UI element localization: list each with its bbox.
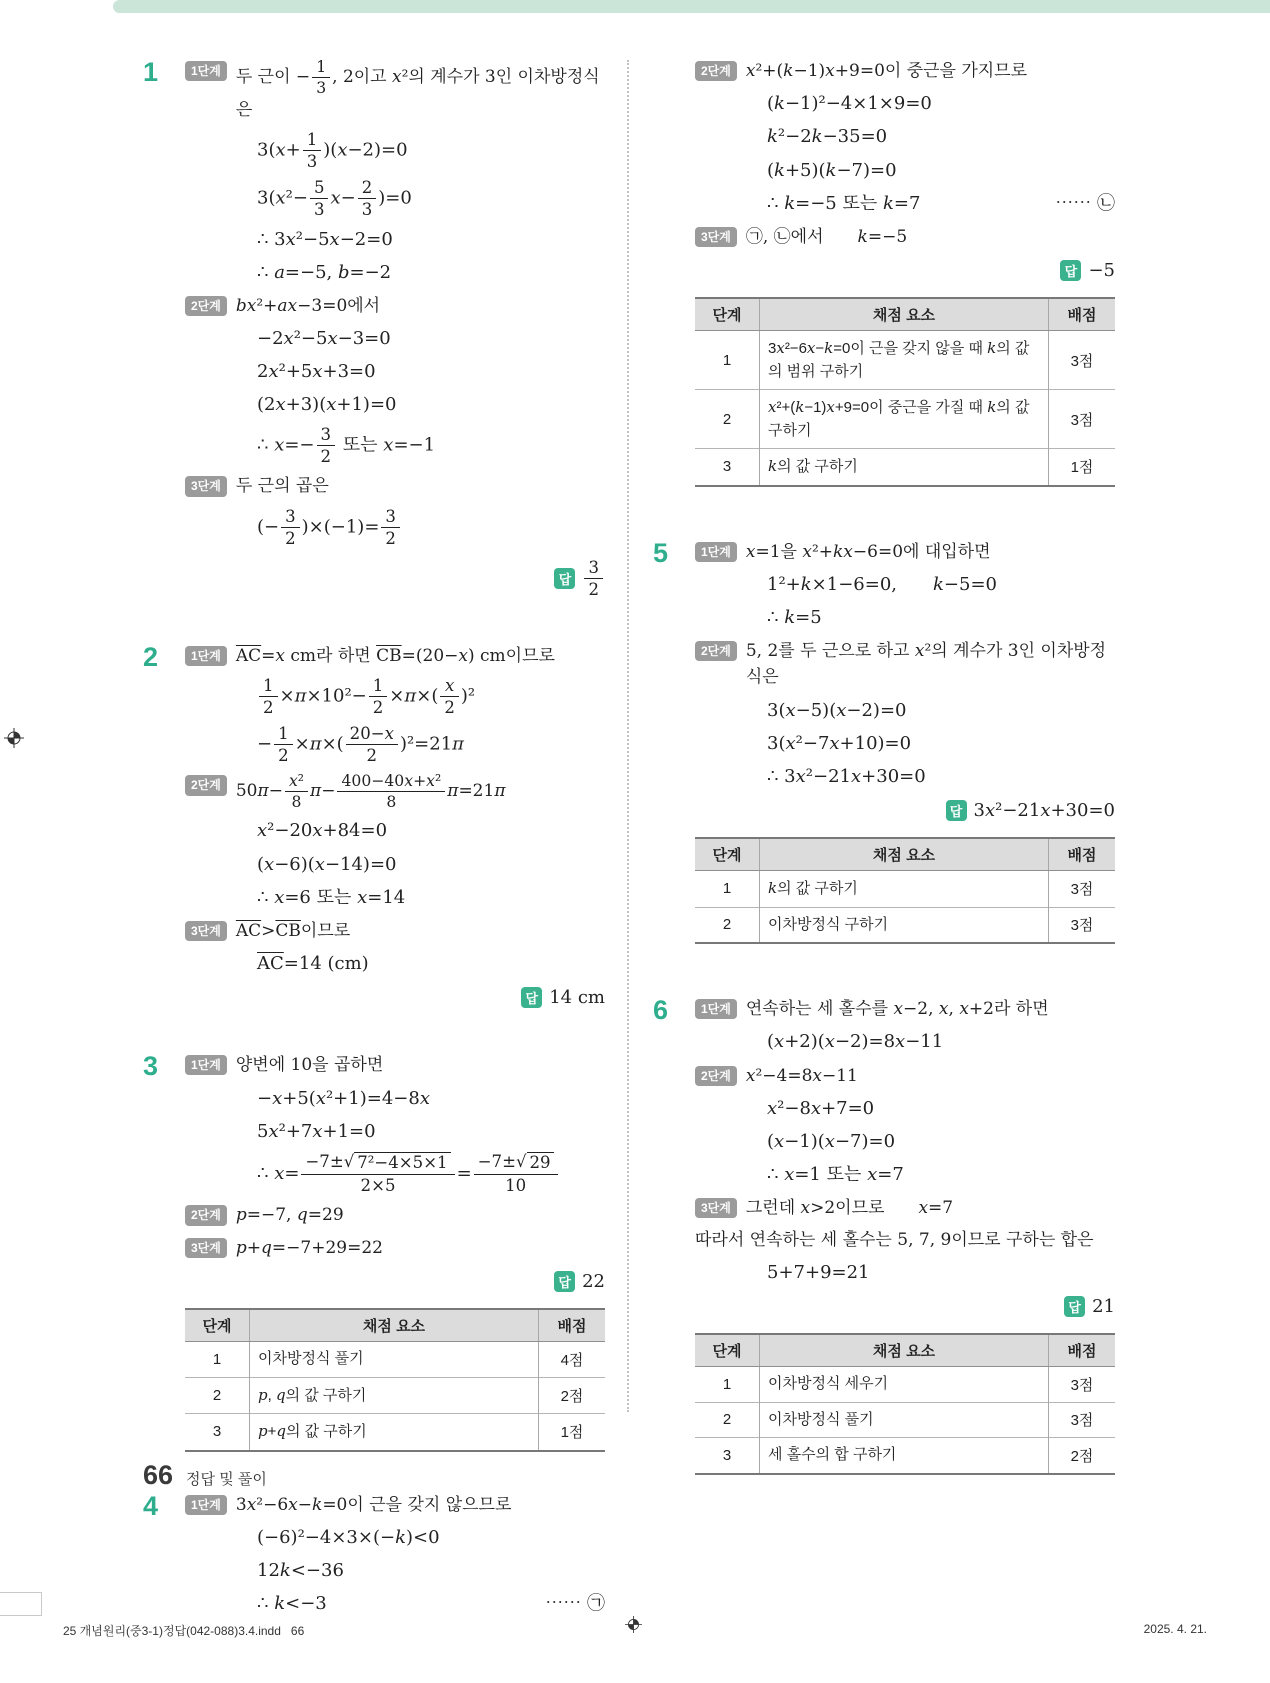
math-line: 5x²+7x+1=0 xyxy=(257,1120,376,1142)
table-header-step: 단계 xyxy=(695,298,760,331)
step-text: 두 근이 − $\frac{1}{3}$ , 2이고 x²의 계수가 3인 이차방정식은 xyxy=(235,57,600,120)
answer-row xyxy=(185,558,605,599)
answer-value: 3x²−21x+30=0 xyxy=(973,800,1115,822)
problem-body xyxy=(185,58,605,603)
problem-body xyxy=(695,58,1115,487)
step-badge: 1단계 xyxy=(695,999,737,1019)
math-line: 12k<−36 xyxy=(257,1560,344,1582)
answer-value: 14 cm xyxy=(549,987,605,1009)
math-line: 3(x²− $\frac{5}{3}$ x− $\frac{2}{3}$ )=0 xyxy=(257,178,412,220)
step-text: 50π− $\frac{\text{x²}}{8}$ π− $\frac{\text{400−40x+x²}}{8}$ π=21π xyxy=(235,771,506,812)
cell-step: 1 xyxy=(722,1375,732,1393)
step-text: x=1을 x²+kx−6=0에 대입하면 xyxy=(745,541,991,562)
math-line: 3(x+ $\frac{1}{3}$ )(x−2)=0 xyxy=(257,130,408,172)
math-line: ∴ 3x²−5x−2=0 xyxy=(257,228,393,250)
answer-value: $\frac{3}{2}$ xyxy=(582,558,605,599)
answer-value: 22 xyxy=(582,1271,605,1293)
step-1 xyxy=(185,643,605,766)
step-text: p+q=−7+29=22 xyxy=(235,1237,383,1258)
text-line: 따라서 연속하는 세 홀수는 5, 7, 9이므로 구하는 합은 xyxy=(695,1230,1094,1251)
table-header-points: 배점 xyxy=(539,1309,606,1342)
problem-number: 4 xyxy=(143,1490,159,1521)
step-1 xyxy=(185,1052,605,1195)
cell-step: 1 xyxy=(722,880,732,898)
problem-number: 6 xyxy=(653,995,669,1026)
cell-step: 3 xyxy=(695,449,760,486)
math-line: x²−8x+7=0 xyxy=(767,1097,875,1119)
step-text: bx²+ax−3=0에서 xyxy=(235,295,381,316)
cell-step: 2 xyxy=(695,1402,760,1438)
answer-badge: 답 xyxy=(521,987,542,1008)
step-badge: 3단계 xyxy=(185,476,227,496)
step-1 xyxy=(185,1492,605,1618)
cell-criteria: x²+(k−1)x+9=0이 중근을 가질 때 k의 값 구하기 xyxy=(760,390,1049,449)
table-row xyxy=(695,1367,1115,1403)
top-accent-bar xyxy=(113,0,1270,13)
answer-row xyxy=(695,260,1115,281)
step-3 xyxy=(695,224,1115,250)
math-line: −2x²−5x−3=0 xyxy=(257,328,391,350)
table-row xyxy=(695,331,1115,390)
problem-4-continued xyxy=(653,58,1115,487)
step-text: x²−4=8x−11 xyxy=(745,1065,858,1086)
cell-points: 3점 xyxy=(1049,907,1116,943)
step-text: 5, 2를 두 근으로 하고 x²의 계수가 3인 이차방정식은 xyxy=(745,641,1107,688)
cell-points: 3점 xyxy=(1049,871,1116,908)
table-row xyxy=(695,449,1115,486)
cell-criteria: k의 값 구하기 xyxy=(760,871,1049,908)
problem-body xyxy=(695,539,1115,945)
math-line: ∴ k=5 xyxy=(767,607,822,628)
step-text: 그런데 x>2이므로 x=7 xyxy=(745,1198,954,1219)
problem-number-empty xyxy=(653,58,695,487)
table-header-row xyxy=(695,838,1115,871)
cell-points: 1점 xyxy=(539,1414,606,1451)
step-3 xyxy=(185,473,605,547)
step-text: 두 근의 곱은 xyxy=(235,476,329,497)
step-2 xyxy=(695,1063,1115,1189)
problem-3 xyxy=(143,1052,605,1451)
trim-mark-box xyxy=(0,1592,42,1616)
cell-criteria: 세 홀수의 합 구하기 xyxy=(760,1438,1049,1474)
table-header-criteria: 채점 요소 xyxy=(250,1309,539,1342)
page-number: 66 xyxy=(143,1460,174,1490)
answer-badge: 답 xyxy=(1060,260,1081,281)
table-header-row xyxy=(695,1334,1115,1367)
cell-points: 3점 xyxy=(1049,390,1116,449)
cell-points: 3점 xyxy=(1049,331,1116,390)
step-3 xyxy=(185,1235,605,1261)
problem-body xyxy=(185,643,605,1012)
column-divider xyxy=(627,60,629,1412)
step-text: ㉠, ㉡에서 k=−5 xyxy=(745,226,908,247)
math-line: ∴ x=− $\frac{3}{2}$ 또는 x=−1 xyxy=(257,425,436,467)
cell-criteria: 이차방정식 구하기 xyxy=(760,907,1049,943)
table-row xyxy=(695,390,1115,449)
cell-criteria: p, q의 값 구하기 xyxy=(250,1377,539,1414)
math-line: x²−20x+84=0 xyxy=(257,820,388,842)
cell-criteria: 이차방정식 세우기 xyxy=(760,1367,1049,1403)
math-line: ∴ a=−5, b=−2 xyxy=(257,261,392,283)
step-text: $\overline{AC}>\overline{CB}$이므로 xyxy=(235,920,351,941)
step-badge: 2단계 xyxy=(185,1205,227,1225)
cell-step: 2 xyxy=(695,390,760,449)
math-line: (x+2)(x−2)=8x−11 xyxy=(767,1031,944,1053)
step-badge: 1단계 xyxy=(185,646,227,666)
math-line: $\frac{1}{2}$ ×π×10²− $\frac{1}{2}$ ×π×( $\frac{x}{2}$ )² xyxy=(257,676,605,717)
step-badge: 2단계 xyxy=(695,1066,737,1086)
cell-step: 1 xyxy=(212,1350,222,1368)
answer-row xyxy=(185,987,605,1008)
math-line: (x−1)(x−7)=0 xyxy=(767,1130,896,1152)
scoring-table xyxy=(695,297,1115,487)
step-badge: 3단계 xyxy=(185,921,227,941)
step-text: p=−7, q=29 xyxy=(235,1205,344,1226)
step-1 xyxy=(185,58,605,286)
step-badge: 3단계 xyxy=(185,1238,227,1258)
math-line: 1²+k×1−6=0, k−5=0 xyxy=(767,573,997,595)
table-row xyxy=(695,1402,1115,1438)
cell-criteria: p+q의 값 구하기 xyxy=(250,1414,539,1451)
cell-points: 3점 xyxy=(1049,1402,1116,1438)
problem-body xyxy=(185,1052,605,1451)
table-header-points: 배점 xyxy=(1049,1334,1116,1367)
table-header-criteria: 채점 요소 xyxy=(760,298,1049,331)
answer-value: 21 xyxy=(1092,1296,1115,1318)
answer-badge: 답 xyxy=(554,1271,575,1292)
step-badge: 2단계 xyxy=(695,61,737,81)
cell-points: 1점 xyxy=(1049,449,1116,486)
cell-criteria: 이차방정식 풀기 xyxy=(250,1342,539,1378)
step-2 xyxy=(695,638,1115,790)
footer-section-label: 정답 및 풀이 xyxy=(186,1471,267,1488)
problem-number: 1 xyxy=(143,57,159,87)
table-row xyxy=(695,907,1115,943)
answer-row xyxy=(185,1271,605,1292)
cell-points: 2점 xyxy=(539,1377,606,1414)
step-3 xyxy=(185,918,605,977)
math-line: − $\frac{1}{2}$ ×π×( $\frac{20-x}{2}$ )²=21π xyxy=(257,724,465,766)
step-badge: 1단계 xyxy=(695,542,737,562)
print-date: 2025. 4. 21. xyxy=(1143,1622,1207,1636)
scoring-table xyxy=(185,1308,605,1452)
step-badge: 2단계 xyxy=(185,296,227,316)
table-header-step: 단계 xyxy=(185,1309,250,1342)
math-line: ∴ x= −7± √ 7²−4×5×1 2×5 = −7± √ 29 10 xyxy=(257,1152,605,1196)
step-badge: 1단계 xyxy=(185,1495,227,1515)
math-line: 5+7+9=21 xyxy=(767,1262,870,1284)
math-line: (x−6)(x−14)=0 xyxy=(257,853,397,875)
scoring-table xyxy=(695,837,1115,944)
problem-4 xyxy=(143,1492,605,1625)
print-file-name: 25 개념원리(중3-1)정답(042-088)3.4.indd 66 xyxy=(63,1624,305,1638)
registration-mark-left xyxy=(4,728,24,753)
answer-badge: 답 xyxy=(554,568,575,589)
math-line: (k+5)(k−7)=0 xyxy=(767,159,897,181)
table-header-points: 배점 xyxy=(1049,838,1116,871)
table-row xyxy=(185,1377,605,1414)
table-row xyxy=(695,1438,1115,1474)
table-row xyxy=(695,871,1115,908)
math-line: 3(x−5)(x−2)=0 xyxy=(767,699,907,721)
cell-points: 4점 xyxy=(539,1342,606,1378)
step-1 xyxy=(695,539,1115,632)
step-3 xyxy=(695,1195,1115,1286)
math-line: (− $\frac{3}{2}$ )×(−1)= $\frac{3}{2}$ xyxy=(257,507,605,548)
problem-number: 2 xyxy=(143,641,159,672)
answer-value: −5 xyxy=(1088,260,1115,282)
cell-points: 2점 xyxy=(1049,1438,1116,1474)
scoring-table xyxy=(695,1333,1115,1475)
step-2 xyxy=(185,772,605,910)
cell-step: 3 xyxy=(695,1438,760,1474)
math-line: (k−1)²−4×1×9=0 xyxy=(767,93,932,115)
math-line: (−6)²−4×3×(−k)<0 xyxy=(257,1526,440,1548)
math-line: k²−2k−35=0 xyxy=(767,126,888,148)
cell-criteria: k의 값 구하기 xyxy=(760,449,1049,486)
step-text: $\overline{AC}=x$ cm라 하면 $\overline{CB}=(20-x)$ cm이므로 xyxy=(235,645,555,666)
math-line: ∴ x=6 또는 x=14 xyxy=(257,886,406,908)
table-header-row xyxy=(185,1309,605,1342)
page-footer xyxy=(143,1460,267,1491)
answer-row xyxy=(695,1296,1115,1317)
step-text: 양변에 10을 곱하면 xyxy=(235,1055,384,1076)
answer-badge: 답 xyxy=(1064,1296,1085,1317)
problem-1 xyxy=(143,58,605,603)
table-header-row xyxy=(695,298,1115,331)
step-text: 연속하는 세 홀수를 x−2, x, x+2라 하면 xyxy=(745,999,1049,1020)
table-header-step: 단계 xyxy=(695,1334,760,1367)
cell-points: 3점 xyxy=(1049,1367,1116,1403)
table-header-criteria: 채점 요소 xyxy=(760,1334,1049,1367)
right-column xyxy=(653,58,1115,1515)
left-column xyxy=(143,58,605,1664)
problem-body xyxy=(695,996,1115,1475)
cell-step: 2 xyxy=(185,1377,250,1414)
problem-body xyxy=(185,1492,605,1625)
step-2 xyxy=(695,58,1115,217)
math-line: ∴ k<−3 ⋯⋯ ㉠ xyxy=(257,1593,605,1615)
step-badge: 3단계 xyxy=(695,1198,737,1218)
problem-number: 3 xyxy=(143,1051,159,1082)
step-text: 3x²−6x−k=0이 근을 갖지 않으므로 xyxy=(235,1494,512,1515)
table-row xyxy=(185,1342,605,1378)
registration-mark-bottom xyxy=(625,1616,642,1638)
step-2 xyxy=(185,1202,605,1228)
math-line: −x+5(x²+1)=4−8x xyxy=(257,1087,430,1109)
answer-row xyxy=(695,800,1115,821)
table-row xyxy=(185,1414,605,1451)
cell-criteria: 3x²−6x−k=0이 근을 갖지 않을 때 k의 값의 범위 구하기 xyxy=(760,331,1049,390)
math-line: 3(x²−7x+10)=0 xyxy=(767,732,912,754)
math-line: (2x+3)(x+1)=0 xyxy=(257,394,397,416)
step-badge: 1단계 xyxy=(185,1055,227,1075)
step-badge: 3단계 xyxy=(695,227,737,247)
math-line: ∴ x=1 또는 x=7 xyxy=(767,1164,904,1186)
problem-2 xyxy=(143,643,605,1012)
step-1 xyxy=(695,996,1115,1055)
step-badge: 2단계 xyxy=(185,775,227,795)
problem-6 xyxy=(653,996,1115,1475)
step-badge: 1단계 xyxy=(185,61,227,81)
cell-step: 2 xyxy=(695,907,760,943)
table-header-step: 단계 xyxy=(695,838,760,871)
math-line: $\overline{AC}=14$ (cm) xyxy=(257,953,369,975)
problem-5 xyxy=(653,539,1115,945)
step-2 xyxy=(185,293,605,467)
answer-badge: 답 xyxy=(946,800,967,821)
step-badge: 2단계 xyxy=(695,641,737,661)
cell-step: 3 xyxy=(185,1414,250,1451)
table-header-points: 배점 xyxy=(1049,298,1116,331)
cell-criteria: 이차방정식 풀기 xyxy=(760,1402,1049,1438)
step-text: x²+(k−1)x+9=0이 중근을 가지므로 xyxy=(745,61,1028,81)
table-header-criteria: 채점 요소 xyxy=(760,838,1049,871)
math-line: ∴ 3x²−21x+30=0 xyxy=(767,765,926,787)
math-line: 2x²+5x+3=0 xyxy=(257,361,376,383)
cell-step: 1 xyxy=(722,351,732,369)
math-line: ∴ k=−5 또는 k=7 ⋯⋯ ㉡ xyxy=(767,192,1115,214)
problem-number: 5 xyxy=(653,537,669,568)
